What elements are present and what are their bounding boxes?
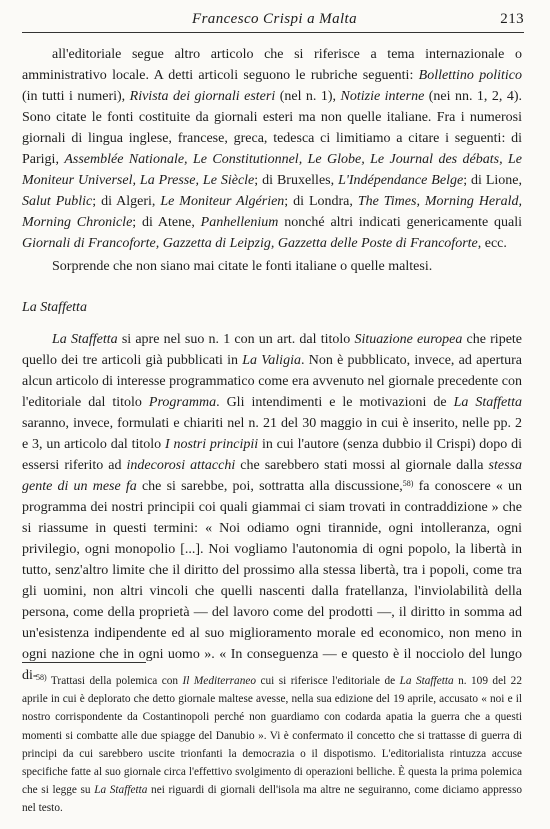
- text-run: . Non è pubblicato, invece, ad apertura alcun articolo di interesse programmatico come era avvenuto nel giornale precedente con l'editoriale dal titolo: [22, 353, 522, 410]
- footnote-separator: [22, 662, 146, 663]
- footnote-marker: 58): [402, 479, 414, 488]
- italic-run: Giornali di Francoforte, Gazzetta di Leipzig, Gazzetta delle Poste di Francoforte: [22, 236, 478, 251]
- text-run: che sarebbero stati mossi al giornale dalla: [235, 458, 489, 473]
- paragraph-la-staffetta: [22, 329, 522, 686]
- italic-run: Rivista dei giornali esteri: [129, 89, 276, 104]
- text-run: saranno, invece, formulati e chiariti nel n. 21 del 30 maggio in cui è inserito, nelle pp. 2 e 3, un articolo dal titolo: [22, 416, 522, 452]
- text-run: che si sarebbe, poi, sottratta alla discussione,: [136, 479, 403, 494]
- text-run: Sorprende che non siano mai citate le fonti italiane o quelle maltesi.: [52, 259, 433, 274]
- text-run: , ecc.: [477, 236, 507, 251]
- text-run: si apre nel suo n. 1 con un art. dal titolo: [117, 332, 355, 347]
- footnote-marker: 58): [36, 673, 47, 682]
- italic-run: Panhellenium: [200, 215, 279, 230]
- footnote-text: [22, 672, 522, 818]
- text-run: che ripete quello dei tre articoli già pubblicati in: [22, 332, 523, 368]
- text-run: ; di Atene,: [132, 215, 201, 230]
- italic-run: La Staffetta: [94, 784, 148, 797]
- text-run: fa conoscere « un programma dei nostri principii coi quali giammai ci siam trovati in contraddizione » che si riassume in questi termini: « Noi odiamo ogni tirannide, ogni intolleranza, ogni privilegio, ogni monopolio [...]. Noi vogliamo l'autonomia di ogni popolo, la libertà in tutto, senz'altro limite che il diritto del prossimo alla stessa libertà, tra i popoli, come tra gli uomini, non altri vincoli che quelli nascenti dalla fratellanza, l'inviolabilità della persona, come della proprietà — del lavoro come del prodotti —, il diritto in somma ad un'esistenza indipendente ed al suo miglioramento morale ed economico, non meno in ogni nazione che in ogni uomo ». « In conseguenza — e questo è il nocciolo del lungo di-: [22, 479, 523, 683]
- italic-run: stessa gente di un mese fa: [22, 458, 522, 494]
- section-heading: La Staffetta: [22, 300, 87, 315]
- italic-run: Situazione europea: [354, 332, 463, 347]
- text-run: ; di Londra,: [284, 194, 358, 209]
- paragraph-italian-sources: [22, 256, 522, 277]
- text-run: (nel n. 1),: [275, 89, 341, 104]
- italic-run: Le Moniteur Algérien: [160, 194, 285, 209]
- italic-run: Notizie interne: [340, 89, 425, 104]
- italic-run: La Valigia: [242, 353, 301, 368]
- italic-run: indecorosi attacchi: [126, 458, 236, 473]
- text-run: (in tutti i numeri),: [22, 89, 130, 104]
- running-header: [22, 8, 524, 33]
- text-run: nei riguardi di giornali dell'isola ma altre ne seguiranno, come diciamo appresso nel testo.: [22, 784, 522, 815]
- italic-run: La Staffetta: [399, 675, 454, 687]
- text-run: all'editoriale segue altro articolo che si riferisce a tema internazionale o amministrativo locale. A detti articoli seguono le rubriche seguenti:: [22, 47, 522, 83]
- text-run: ; di Lione,: [463, 173, 523, 188]
- italic-run: La Staffetta: [453, 395, 523, 410]
- text-run: nonché altri indicati genericamente quali: [278, 215, 522, 230]
- paragraph-sources: [22, 44, 522, 254]
- text-run: Trattasi della polemica con: [46, 675, 183, 687]
- text-run: cui si riferisce l'editoriale de: [256, 675, 400, 687]
- italic-run: L'Indépendance Belge: [338, 173, 464, 188]
- italic-run: Assemblée Nationale, Le Constitutionnel, Le Globe, Le Journal des débats, Le Moniteur Universel, La Presse, Le Siècle: [22, 152, 522, 188]
- italic-run: Il Mediterraneo: [182, 675, 257, 687]
- text-run: (nei nn. 1, 2, 4). Sono citate le fonti costituite da giornali esteri ma non quelle italiane. Fra i numerosi giornali di lingua inglese, francese, greca, tedesca ci limitiamo a citare i seguenti: di Parigi,: [22, 89, 522, 167]
- running-title: Francesco Crispi a Malta: [192, 11, 358, 27]
- italic-run: I nostri principii: [164, 437, 259, 452]
- page-number: 213: [500, 11, 524, 27]
- text-run: . Gli intendimenti e le motivazioni de: [216, 395, 454, 410]
- italic-run: La Staffetta: [52, 332, 118, 347]
- text-run: n. 109 del 22 aprile in cui è deplorato che detto giornale maltese avesse, nella sua edizione del 19 aprile, accusato « noi e il nostro corrispondente da Costantinopoli perché non guardiamo con codarda apatia la guerra che a questi momenti si combatte alle due spiagge del Danubio ». Vi è confermato il concetto che si trattasse di guerra di principi da cui sarebbero uscite trionfanti la democrazia o il dispotismo. L'editorialista rintuzza accuse specifiche fatte al suo giornale circa l'effettivo svolgimento di operazioni belliche. È questa la prima polemica che si legge su: [22, 675, 522, 797]
- text-run: ; di Algeri,: [92, 194, 161, 209]
- body-text: [22, 44, 522, 686]
- italic-run: Salut Public: [22, 194, 93, 209]
- italic-run: Programma: [148, 395, 217, 410]
- text-run: in cui l'autore (senza dubbio il Crispi) dopo di essersi riferito ad: [22, 437, 522, 473]
- footnote-58: [22, 672, 522, 818]
- text-run: ; di Bruxelles,: [254, 173, 339, 188]
- italic-run: The Times, Morning Herald, Morning Chronicle: [22, 194, 522, 230]
- italic-run: Bollettino politico: [418, 68, 522, 83]
